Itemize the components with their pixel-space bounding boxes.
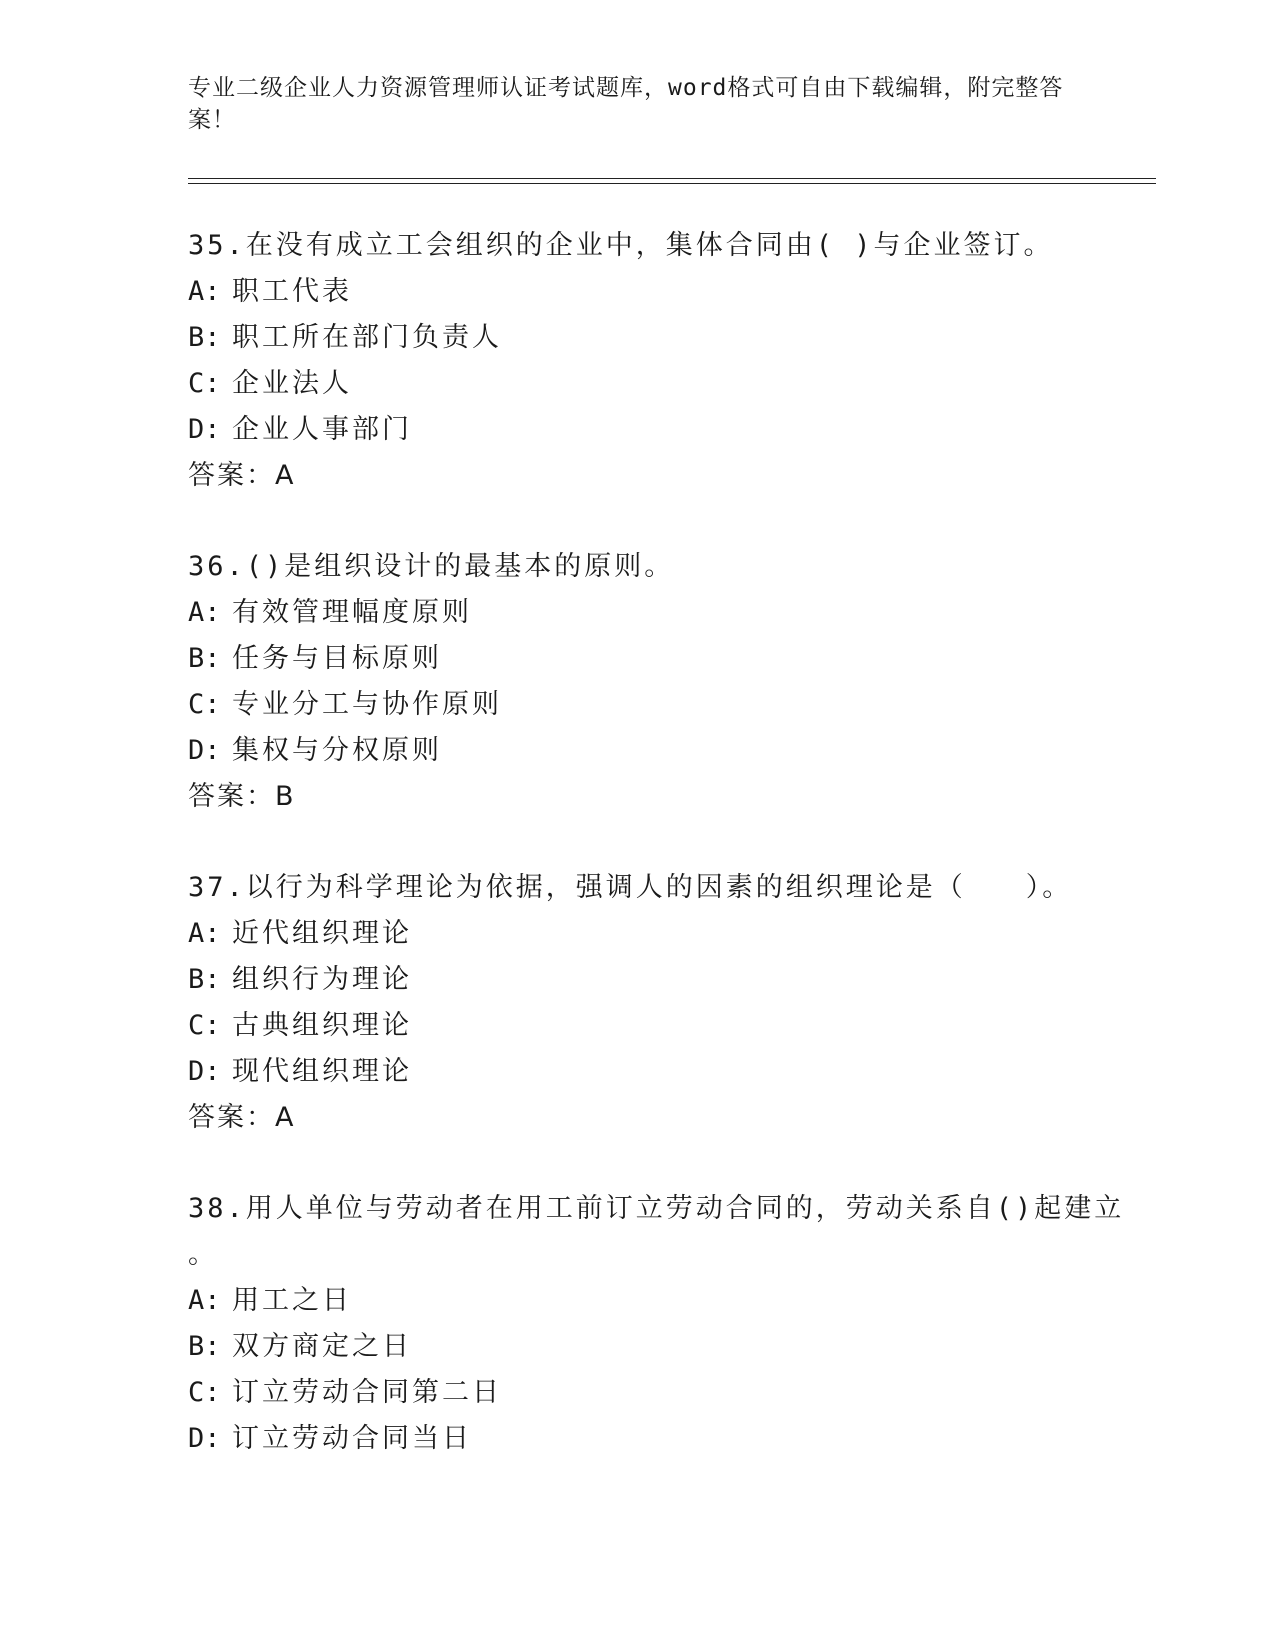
option-letter: A: [188,597,221,628]
option-letter: D: [188,1423,221,1454]
option-letter: D: [188,1056,221,1087]
option-letter: B: [188,322,221,353]
option-c [188,682,1088,728]
answer-label: 答案：A [188,1102,296,1133]
option-a [188,1278,1088,1324]
option-text: 企业人事部门 [232,414,412,445]
option-text: 订立劳动合同第二日 [232,1377,502,1408]
answer-label: 答案：A [188,460,296,491]
option-text: 组织行为理论 [232,964,412,995]
answer-label: 答案：B [188,781,296,812]
question-stem: 35.在没有成立工会组织的企业中，集体合同由( )与企业签订。 [188,230,1054,261]
question-stem: 36.()是组织设计的最基本的原则。 [188,551,675,582]
option-letter: C: [188,1377,221,1408]
option-text: 用工之日 [232,1285,352,1316]
option-text: 双方商定之日 [232,1331,412,1362]
question-35 [188,223,1088,499]
option-letter: B: [188,964,221,995]
option-letter: C: [188,1010,221,1041]
option-text: 任务与目标原则 [232,643,442,674]
option-c [188,361,1088,407]
option-b [188,957,1088,1003]
question-37 [188,865,1088,1141]
option-text: 集权与分权原则 [232,735,442,766]
option-text: 订立劳动合同当日 [232,1423,472,1454]
option-text: 现代组织理论 [232,1056,412,1087]
question-36 [188,544,1088,820]
document-header: 专业二级企业人力资源管理师认证考试题库，word格式可自由下载编辑，附完整答案！ [188,75,1064,133]
option-a [188,911,1088,957]
option-d [188,1049,1088,1095]
option-letter: D: [188,414,221,445]
option-b [188,1324,1088,1370]
option-letter: C: [188,368,221,399]
option-d [188,1416,1088,1462]
option-text: 古典组织理论 [232,1010,412,1041]
header-divider-top [188,178,1156,179]
option-a [188,590,1088,636]
option-letter: A: [188,918,221,949]
option-d [188,407,1088,453]
question-stem: 37.以行为科学理论为依据，强调人的因素的组织理论是（ ）。 [188,872,1073,903]
option-letter: D: [188,735,221,766]
option-letter: B: [188,1331,221,1362]
option-a [188,269,1088,315]
option-text: 有效管理幅度原则 [232,597,472,628]
question-38 [188,1186,1125,1462]
option-letter: A: [188,276,221,307]
header-divider-bottom [188,183,1156,184]
option-b [188,315,1088,361]
option-c [188,1370,1088,1416]
option-letter: C: [188,689,221,720]
option-letter: A: [188,1285,221,1316]
option-text: 企业法人 [232,368,352,399]
option-text: 职工代表 [232,276,352,307]
option-text: 近代组织理论 [232,918,412,949]
option-d [188,728,1088,774]
option-text: 专业分工与协作原则 [232,689,502,720]
option-b [188,636,1088,682]
option-text: 职工所在部门负责人 [232,322,502,353]
option-c [188,1003,1088,1049]
question-stem: 38.用人单位与劳动者在用工前订立劳动合同的，劳动关系自()起建立 [188,1193,1125,1224]
question-stem-continuation: 。 [188,1239,218,1270]
option-letter: B: [188,643,221,674]
